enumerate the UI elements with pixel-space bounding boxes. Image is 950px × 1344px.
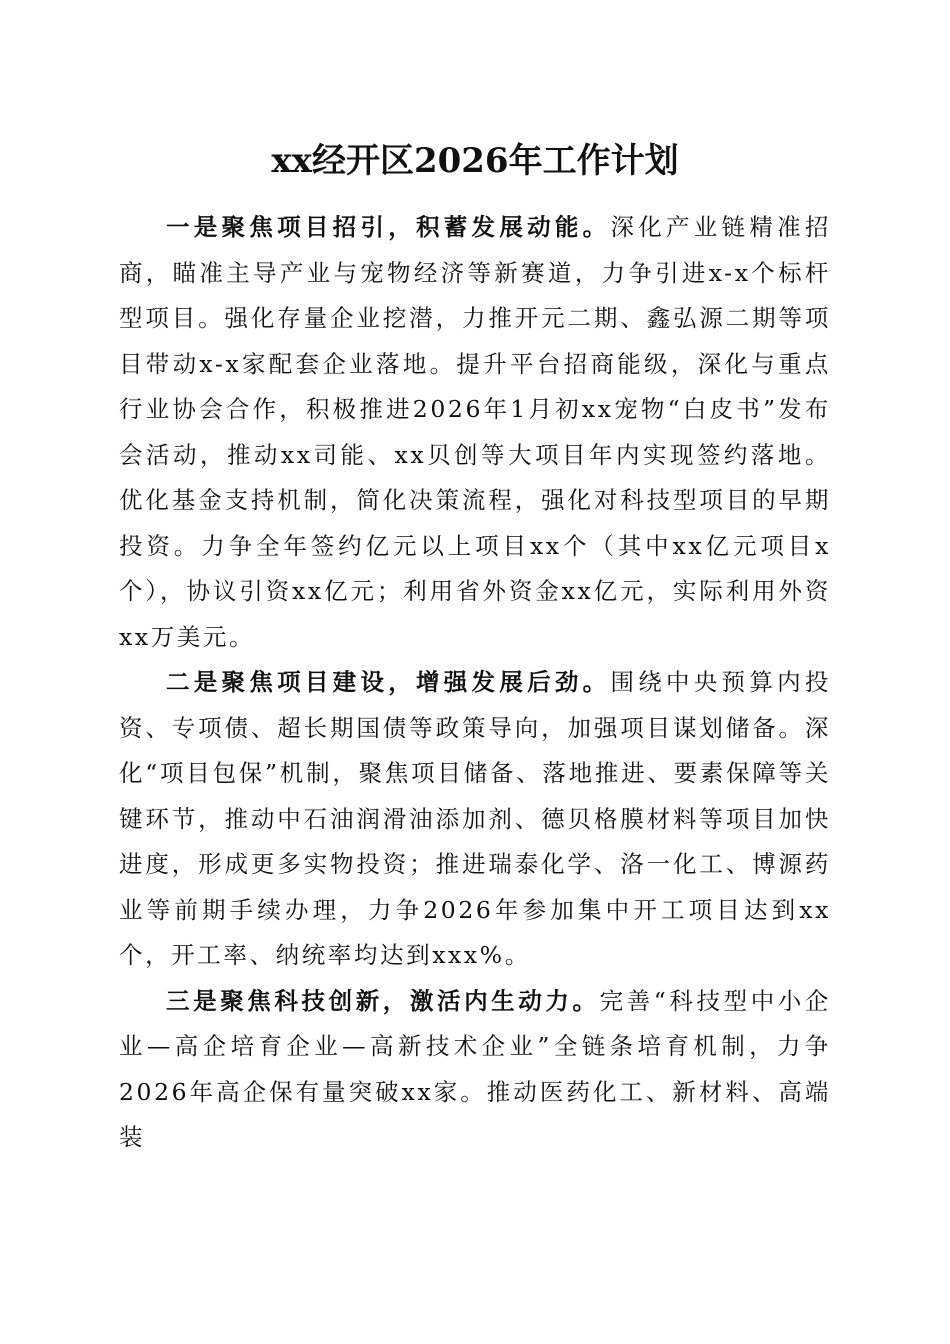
paragraph-3-lead: 三是聚焦科技创新，激活内生动力。	[166, 986, 600, 1015]
paragraph-2	[119, 660, 831, 979]
document-body	[119, 205, 831, 1161]
paragraph-3-text: 完善“科技型中小企业—高企培育企业—高新技术企业”全链条培育机制，力争2026年高企保有量突破xx家。推动医药化工、新材料、高端装	[119, 986, 831, 1151]
paragraph-3	[119, 979, 831, 1161]
paragraph-1-lead: 一是聚焦项目招引，积蓄发展动能。	[166, 213, 611, 241]
document-title: xx经开区2026年工作计划	[271, 141, 679, 181]
paragraph-1-text: 深化产业链精准招商，瞄准主导产业与宠物经济等新赛道，力争引进x-x个标杆型项目。强化存量企业挖潜，力推开元二期、鑫弘源二期等项目带动x-x家配套企业落地。提升平台招商能级，深化与重点行业协会合作，积极推进2026年1月初xx宠物“白皮书”发布会活动，推动xx司能、xx贝创等大项目年内实现签约落地。优化基金支持机制，简化决策流程，强化对科技型项目的早期投资。力争全年签约亿元以上项目xx个（其中xx亿元项目x个），协议引资xx亿元；利用省外资金xx亿元，实际利用外资xx万美元。	[119, 213, 831, 651]
paragraph-2-text: 围绕中央预算内投资、专项债、超长期国债等政策导向，加强项目谋划储备。深化“项目包保”机制，聚焦项目储备、落地推进、要素保障等关键环节，推动中石油润滑油添加剂、德贝格膜材料等项目加快进度，形成更多实物投资；推进瑞泰化学、洛一化工、博源药业等前期手续办理，力争2026年参加集中开工项目达到xx个，开工率、纳统率均达到xxx%。	[119, 668, 831, 969]
paragraph-2-lead: 二是聚焦项目建设，增强发展后劲。	[166, 668, 611, 696]
paragraph-1	[119, 205, 831, 660]
